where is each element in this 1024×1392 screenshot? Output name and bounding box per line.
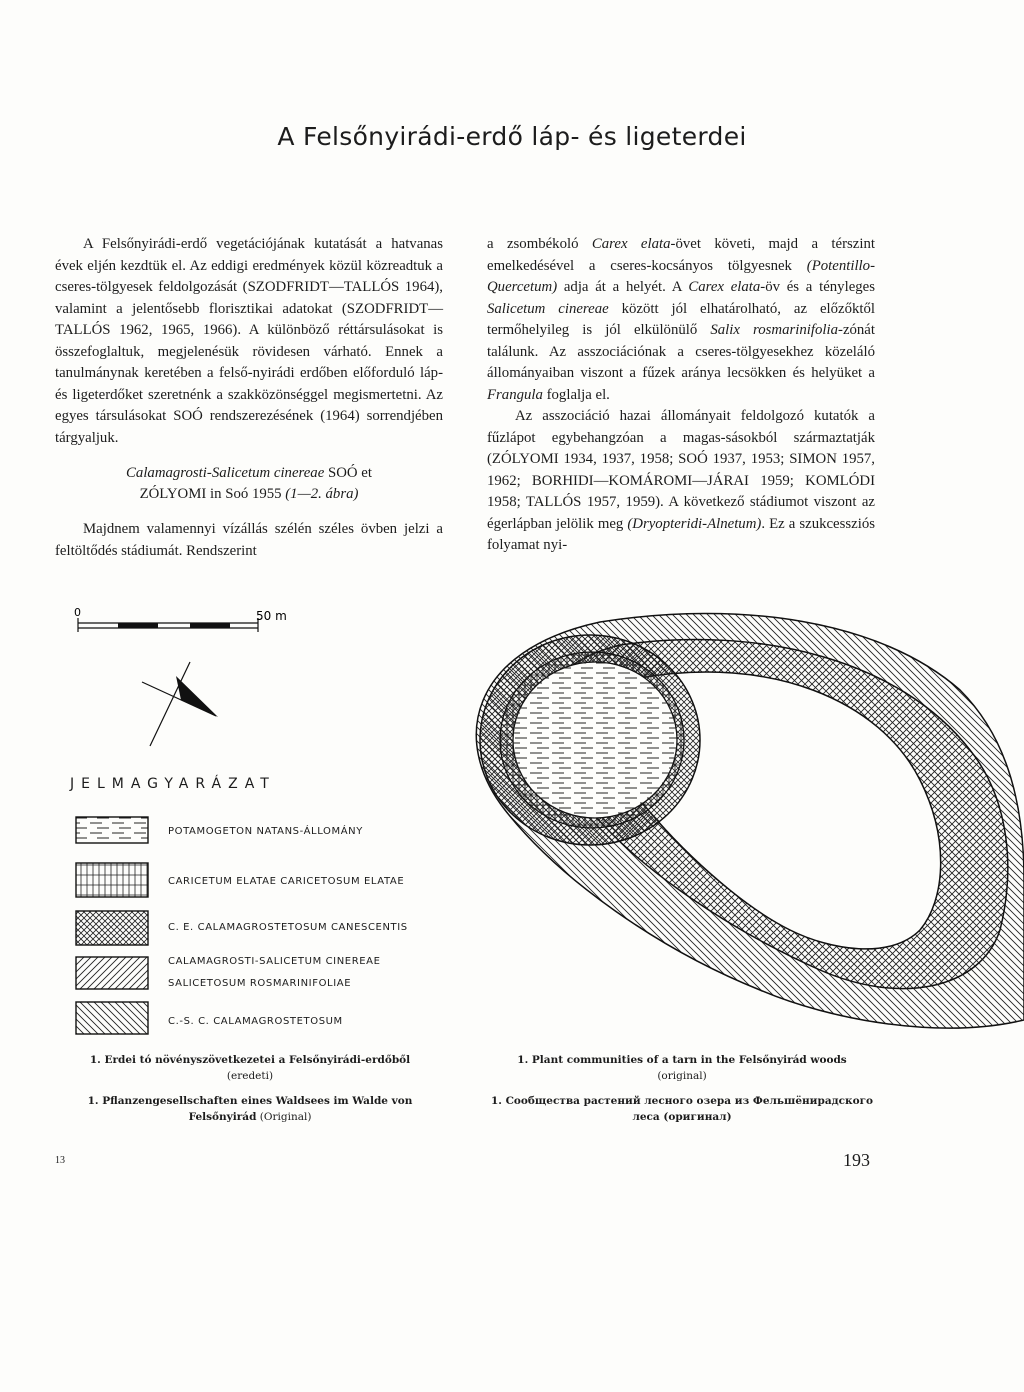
taxon-salix: Salix rosmarinifolia	[710, 322, 839, 338]
legend-swatch-potamogeton	[76, 817, 148, 843]
legend-label-caricetum: CARICETUM ELATAE CARICETOSUM ELATAE	[168, 876, 405, 887]
heading-figure-ref: (1—2. ábra)	[285, 486, 359, 502]
text-run: -zónát találunk. Az asszociációnak a cseres-tölgyesekhez közeláló állományaiban viszont a fűzek aránya lecsökken és helyüket a	[487, 322, 875, 381]
section-paragraph: Majdnem valamennyi vízállás szélén széles övben jelzi a feltöltődés stádiumát. Rendszerint	[55, 521, 443, 559]
caption-hungarian	[55, 1052, 445, 1084]
legend-label-salicetum: CALAMAGROSTI-SALICETUM CINEREAE	[168, 956, 381, 967]
caption-hu-text: 1. Erdei tó növényszövetkezetei a Felsőnyirádi-erdőből	[89, 1054, 411, 1066]
right-column	[487, 234, 875, 557]
legend-swatch-caricetum	[76, 863, 148, 897]
caption-de-place: Felsőnyirád	[188, 1111, 257, 1123]
taxon-carex: Carex elata	[591, 236, 671, 252]
right-paragraph-2	[487, 406, 875, 557]
text-run: között jól elhatárolható, az előzőktől termőhelyileg is jól elkülönülő	[487, 300, 876, 338]
article-title: A Felsőnyirádi-erdő láp- és ligeterdei	[277, 122, 747, 151]
legend-label-rosmarinifoliae: SALICETOSUM ROSMARINIFOLIAE	[168, 978, 352, 989]
legend-swatch-calamagrostetosum	[76, 1002, 148, 1034]
caption-english	[487, 1052, 877, 1084]
text-run: Az asszociáció hazai állományait feldolgozó kutatók a fűzlápot egybehangzóan a magas-sásokból származtatják (ZÓLYOMI 1934, 1937, 1958; SOÓ 1937, 1953; SIMON 1957, 1962; BORHIDI—KOMÁROMI—JÁRAI 1959; KOMLÓDI 1958; TALLÓS 1957, 1959). A következő stádiumot viszont az égerlápban jelölik meg	[487, 408, 875, 532]
vegetation-map-figure	[0, 600, 1024, 1050]
text-run: adja át a helyét. A	[557, 279, 689, 295]
intro-paragraph: A Felsőnyirádi-erdő vegetációjának kutatását a hatvanas évek eljén kezdtük el. Az eddigi eredmények közül közreadtuk a cseres-tölgyesek feldolgozását (SZODFRIDT—TALLÓS 1964), valamint a jelentősebb florisztikai adatokat (SZODFRIDT—TALLÓS 1962, 1965, 1966). A különböző réttársulásokat is összefoglaltuk, megjelenésük rövidesen várható. Ennek a tanulmánynak keretében a felső-nyirádi erdőben előforduló láp- és ligeterdőket szeretnénk a szakközönséggel megismertetni. Az egyes társulásokat SOÓ rendszerezésének (1964) sorrendjében tárgyaljuk.	[55, 236, 443, 446]
legend-label-potamogeton: POTAMOGETON NATANS-ÁLLOMÁNY	[168, 826, 363, 837]
caption-ru-text: 1. Сообщества растений лесного озера из Фельшёнирадского	[490, 1095, 874, 1107]
taxon-salicetum: Salicetum cinereae	[487, 300, 609, 317]
text-run: a zsombékoló	[487, 236, 592, 252]
right-paragraph-1	[487, 234, 875, 406]
legend-title: JELMAGYARÁZAT	[70, 776, 276, 792]
text-run: foglalja el.	[542, 386, 610, 403]
caption-german	[55, 1093, 445, 1125]
caption-hu-sub: (eredeti)	[226, 1070, 274, 1082]
heading-authors-2: ZÓLYOMI in Soó 1955	[139, 486, 282, 502]
signature-mark: 13	[55, 1155, 65, 1166]
scale-zero-label: 0	[74, 606, 81, 619]
zone-potamogeton-pattern	[513, 662, 677, 818]
caption-ru-sub: леса (оригинал)	[632, 1111, 732, 1123]
legend-label-calamagrostetosum: C.-S. C. CALAMAGROSTETOSUM	[168, 1016, 343, 1027]
legend-swatch-canescentis	[76, 911, 148, 945]
taxon-potentillo: (Potentillo-Quercetum)	[487, 257, 875, 295]
caption-de-text: 1. Pflanzengesellschaften eines Waldsees im Walde von	[87, 1095, 413, 1107]
text-run: -övet követi, majd a térszint emelkedésével a cseres-kocsányos tölgyesnek	[487, 236, 875, 274]
caption-en-sub: (original)	[657, 1070, 707, 1082]
caption-en-text: 1. Plant communities of a tarn in the Felsőnyirád woods	[517, 1054, 847, 1066]
page-number: 193	[843, 1150, 870, 1170]
scale-bar	[74, 606, 287, 632]
taxon-carex: Carex elata	[688, 279, 761, 295]
caption-russian	[487, 1093, 877, 1125]
taxon-frangula: Frangula	[487, 386, 543, 403]
text-run: -öv és a tényleges	[760, 279, 875, 295]
taxon-dryopteridi: (Dryopteridi-Alnetum)	[627, 515, 762, 532]
caption-de-sub: (Original)	[259, 1111, 312, 1123]
heading-taxon: Calamagrosti-Salicetum cinereae	[126, 465, 325, 481]
text-run: . Ez a szukcessziós folyamat nyi-	[487, 515, 875, 553]
legend-swatch-rosmarinifoliae	[76, 957, 148, 989]
section-heading	[55, 463, 443, 505]
legend-swatches	[76, 817, 148, 1034]
scale-end-label: 50 m	[256, 609, 287, 623]
heading-authors: SOÓ et	[327, 465, 372, 481]
north-arrow-icon	[142, 662, 218, 746]
legend-label-canescentis: C. E. CALAMAGROSTETOSUM CANESCENTIS	[168, 922, 408, 933]
left-column	[55, 234, 443, 562]
